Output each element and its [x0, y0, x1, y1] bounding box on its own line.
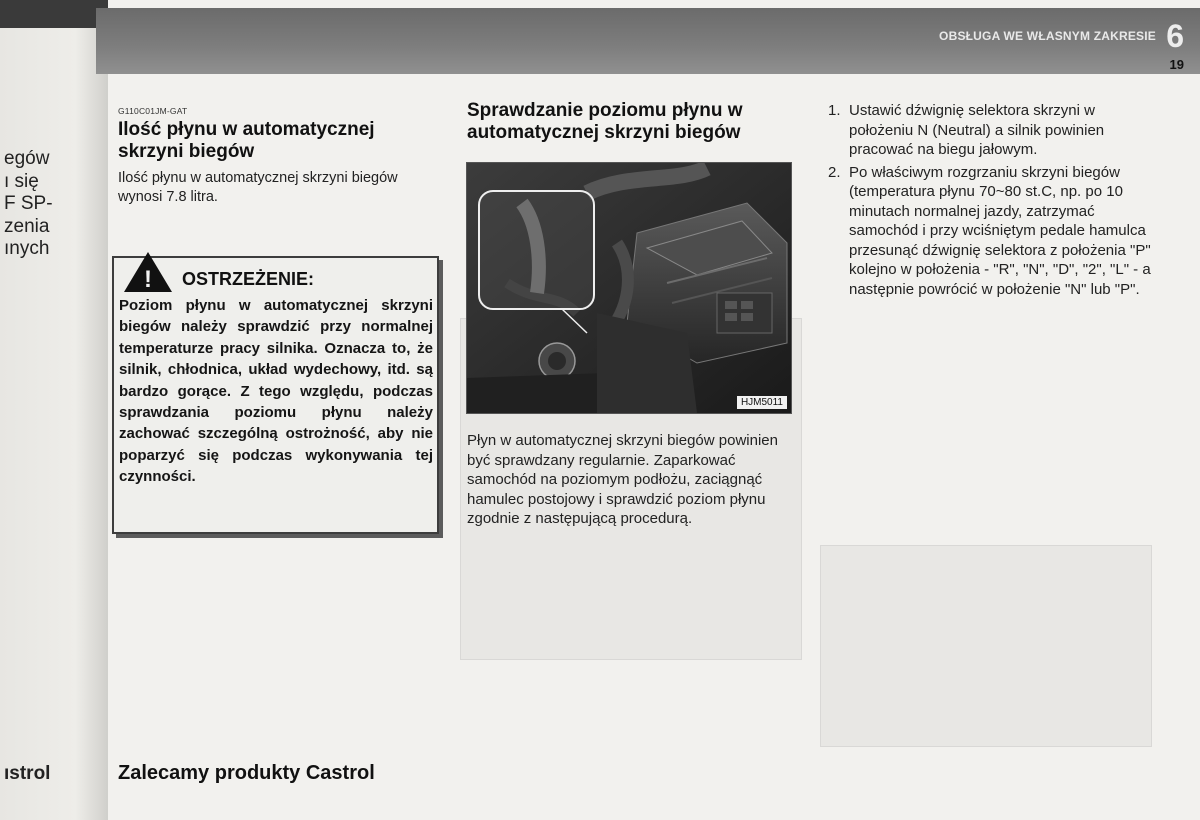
- facing-page-header-edge: [0, 0, 108, 28]
- step-number: 2.: [828, 163, 841, 181]
- fragment-line: ı się: [4, 170, 39, 192]
- procedure-heading: Sprawdzanie poziomu płynu w automatycznej skrzyni biegów: [467, 100, 743, 143]
- engine-bay-photo: [466, 162, 792, 414]
- section-title: OBSŁUGA WE WŁASNYM ZAKRESIE: [939, 29, 1156, 43]
- column-2: [467, 100, 797, 144]
- section-code: G110C01JM-GAT: [118, 106, 188, 116]
- step-text: Ustawić dźwignię selektora skrzyni w położeniu N (Neutral) a silnik powinien pracować na biegu jałowym.: [849, 102, 1105, 158]
- warning-title: OSTRZEŻENIE:: [182, 268, 315, 289]
- page-number: 19: [1169, 57, 1184, 72]
- warning-triangle-icon: [122, 250, 174, 294]
- procedure-intro: Płyn w automatycznej skrzyni biegów powinien być sprawdzany regularnie. Zaparkować samochód na poziomym podłożu, zaciągnąć hamulec postojowy i sprawdzić poziom płynu zgodnie z następującą procedurą.: [467, 432, 778, 527]
- chapter-number: 6: [1166, 18, 1184, 54]
- procedure-step: [822, 101, 1152, 160]
- page-header: [96, 8, 1200, 74]
- fragment-line: F SP-: [4, 193, 53, 214]
- section-heading: Ilość płynu w automatycznej skrzyni biegów: [118, 119, 375, 162]
- warning-glyph: !: [144, 266, 152, 293]
- fragment-line: egów: [4, 148, 50, 169]
- fragment-line: ınych: [4, 238, 50, 259]
- warning-box: [112, 256, 439, 534]
- facing-page-fragment: [4, 148, 53, 261]
- fragment-line: zenia: [4, 215, 50, 237]
- procedure-steps: [822, 101, 1152, 299]
- step-text: Po właściwym rozgrzaniu skrzyni biegów (temperatura płynu 70~80 st.C, np. po 10 minutach normalnej jazdy, zatrzymać samochód i przy wciśniętym pedale hamulca przesunąć dźwignię selektora z położenia "P" kolejno w położenia - "R", "N", "D", "2", "L" - a następnie powrócić w położenie "N" lub "P".: [849, 163, 1151, 298]
- facing-page-edge: [0, 0, 108, 820]
- photo-label: HJM5011: [737, 396, 787, 409]
- step-number: 1.: [828, 102, 841, 119]
- warning-header: [122, 250, 314, 294]
- column-1: [118, 106, 438, 207]
- castrol-heading: Zalecamy produkty Castrol: [118, 762, 375, 784]
- section-body: Ilość płynu w automatycznej skrzyni biegów wynosi 7.8 litra.: [118, 170, 398, 205]
- column-3: [822, 101, 1152, 302]
- warning-text: Poziom płynu w automatycznej skrzyni biegów należy sprawdzić przy normalnej temperaturze pracy silnika. Oznacza to, że silnik, chłodnica, układ wydechowy, itd. są bardzo gorące. Z tego względu, podczas sprawdzania poziomu płynu należy zachować szczególną ostrożność, aby nie poparzyć się podczas wykonywania tej czynności.: [119, 297, 433, 486]
- bleed-through-block: [820, 545, 1152, 747]
- procedure-step: [822, 163, 1152, 300]
- engine-bay-illustration: [467, 163, 791, 413]
- facing-page-bottom-fragment: ıstrol: [4, 763, 51, 784]
